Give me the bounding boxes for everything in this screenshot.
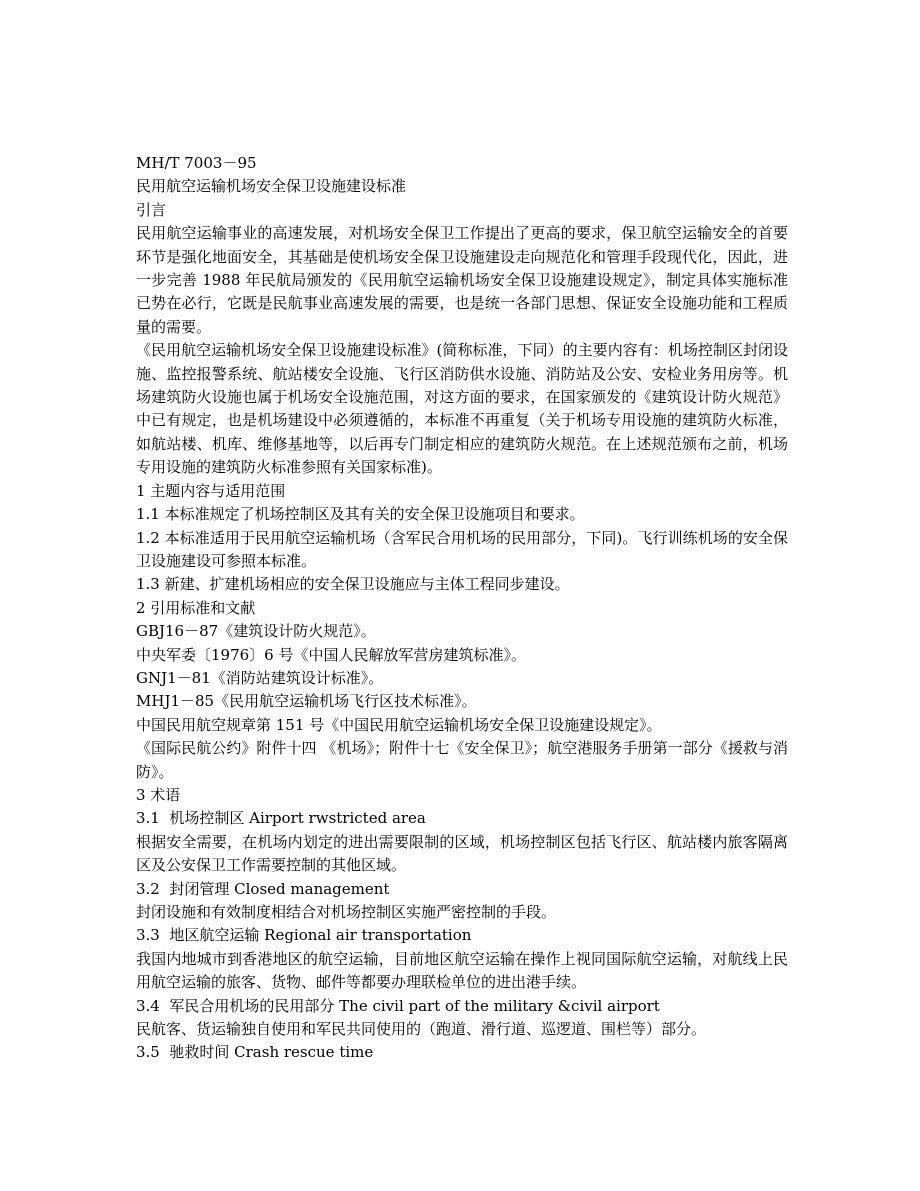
reference-item: MHJ1－85《民用航空运输机场飞行区技术标准》。 xyxy=(136,692,477,711)
term-3-2: 3.2 封闭管理 Closed management xyxy=(136,879,390,898)
section-heading-1: 1 主题内容与适用范围 xyxy=(136,481,286,500)
term-3-3-definition: 我国内地城市到香港地区的航空运输，目前地区航空运输在操作上视同国际航空运输，对航线上民用航空运输的旅客、货物、邮件等都要办理联检单位的进出港手续。 xyxy=(136,949,788,992)
term-3-3: 3.3 地区航空运输 Regional air transportation xyxy=(136,926,472,945)
doc-code: MH/T 7003－95 xyxy=(136,154,257,172)
reference-item: 《国际民航公约》附件十四 《机场》；附件十七《安全保卫》；航空港服务手册第一部分《援救与消防》。 xyxy=(136,739,788,781)
term-3-5: 3.5 驰救时间 Crash rescue time xyxy=(136,1043,374,1062)
reference-item: 中央军委〔1976〕6 号《中国人民解放军营房建筑标准》。 xyxy=(136,645,526,664)
intro-paragraph-1: 民用航空运输事业的高速发展，对机场安全保卫工作提出了更高的要求，保卫航空运输安全的首要环节是强化地面安全，其基础是使机场安全保卫设施建设走向规范化和管理手段现代化，因此，进一步完善 1988 年民航局颁发的《民用航空运输机场安全保卫设施建设规定》，制定具体实施标准已势在必行，它既是民航事业高速发展的需要，也是统一各部门思想、保证安全设施功能和工程质量的需要。 xyxy=(136,224,788,336)
clause-1-3: 1.3 新建、扩建机场相应的安全保卫设施应与主体工程同步建设。 xyxy=(136,575,570,594)
section-heading-3: 3 术语 xyxy=(136,785,181,804)
reference-item: GNJ1－81《消防站建筑设计标准》。 xyxy=(136,668,384,687)
term-3-2-definition: 封闭设施和有效制度相结合对机场控制区实施严密控制的手段。 xyxy=(136,903,557,921)
term-3-1-definition: 根据安全需要，在机场内划定的进出需要限制的区域，机场控制区包括飞行区、航站楼内旅客隔离区及公安保卫工作需要控制的其他区域。 xyxy=(136,832,788,875)
document-page xyxy=(136,152,788,1065)
term-3-4-definition: 民航客、货运输独自使用和军民共同使用的（跑道、滑行道、巡逻道、围栏等）部分。 xyxy=(136,1020,707,1039)
section-heading-introduction: 引言 xyxy=(136,200,167,219)
reference-item: GBJ16－87《建筑设计防火规范》。 xyxy=(136,622,376,641)
term-3-4: 3.4 军民合用机场的民用部分 The civil part of the military &civil airport xyxy=(136,996,660,1015)
reference-item: 中国民用航空规章第 151 号《中国民用航空运输机场安全保卫设施建设规定》。 xyxy=(136,715,662,734)
intro-paragraph-2: 《民用航空运输机场安全保卫设施建设标准》(简称标准，下同）的主要内容有：机场控制区封闭设施、监控报警系统、航站楼安全设施、飞行区消防供水设施、消防站及公安、安检业务用房等。机场建筑防火设施也属于机场安全设施范围，对这方面的要求，在国家颁发的《建筑设计防火规范》中已有规定，也是机场建设中必须遵循的，本标准不再重复（关于机场专用设施的建筑防火标准，如航站楼、机库、维修基地等，以后再专门制定相应的建筑防火规范。在上述规范颁布之前，机场专用设施的建筑防火标准参照有关国家标准)。 xyxy=(136,341,788,477)
doc-title: 民用航空运输机场安全保卫设施建设标准 xyxy=(136,177,407,196)
term-3-1: 3.1 机场控制区 Airport rwstricted area xyxy=(136,809,426,828)
clause-1-1: 1.1 本标准规定了机场控制区及其有关的安全保卫设施项目和要求。 xyxy=(136,505,585,524)
clause-1-2: 1.2 本标准适用于民用航空运输机场（含军民合用机场的民用部分，下同)。飞行训练机场的安全保卫设施建设可参照本标准。 xyxy=(136,528,788,570)
section-heading-2: 2 引用标准和文献 xyxy=(136,598,256,617)
